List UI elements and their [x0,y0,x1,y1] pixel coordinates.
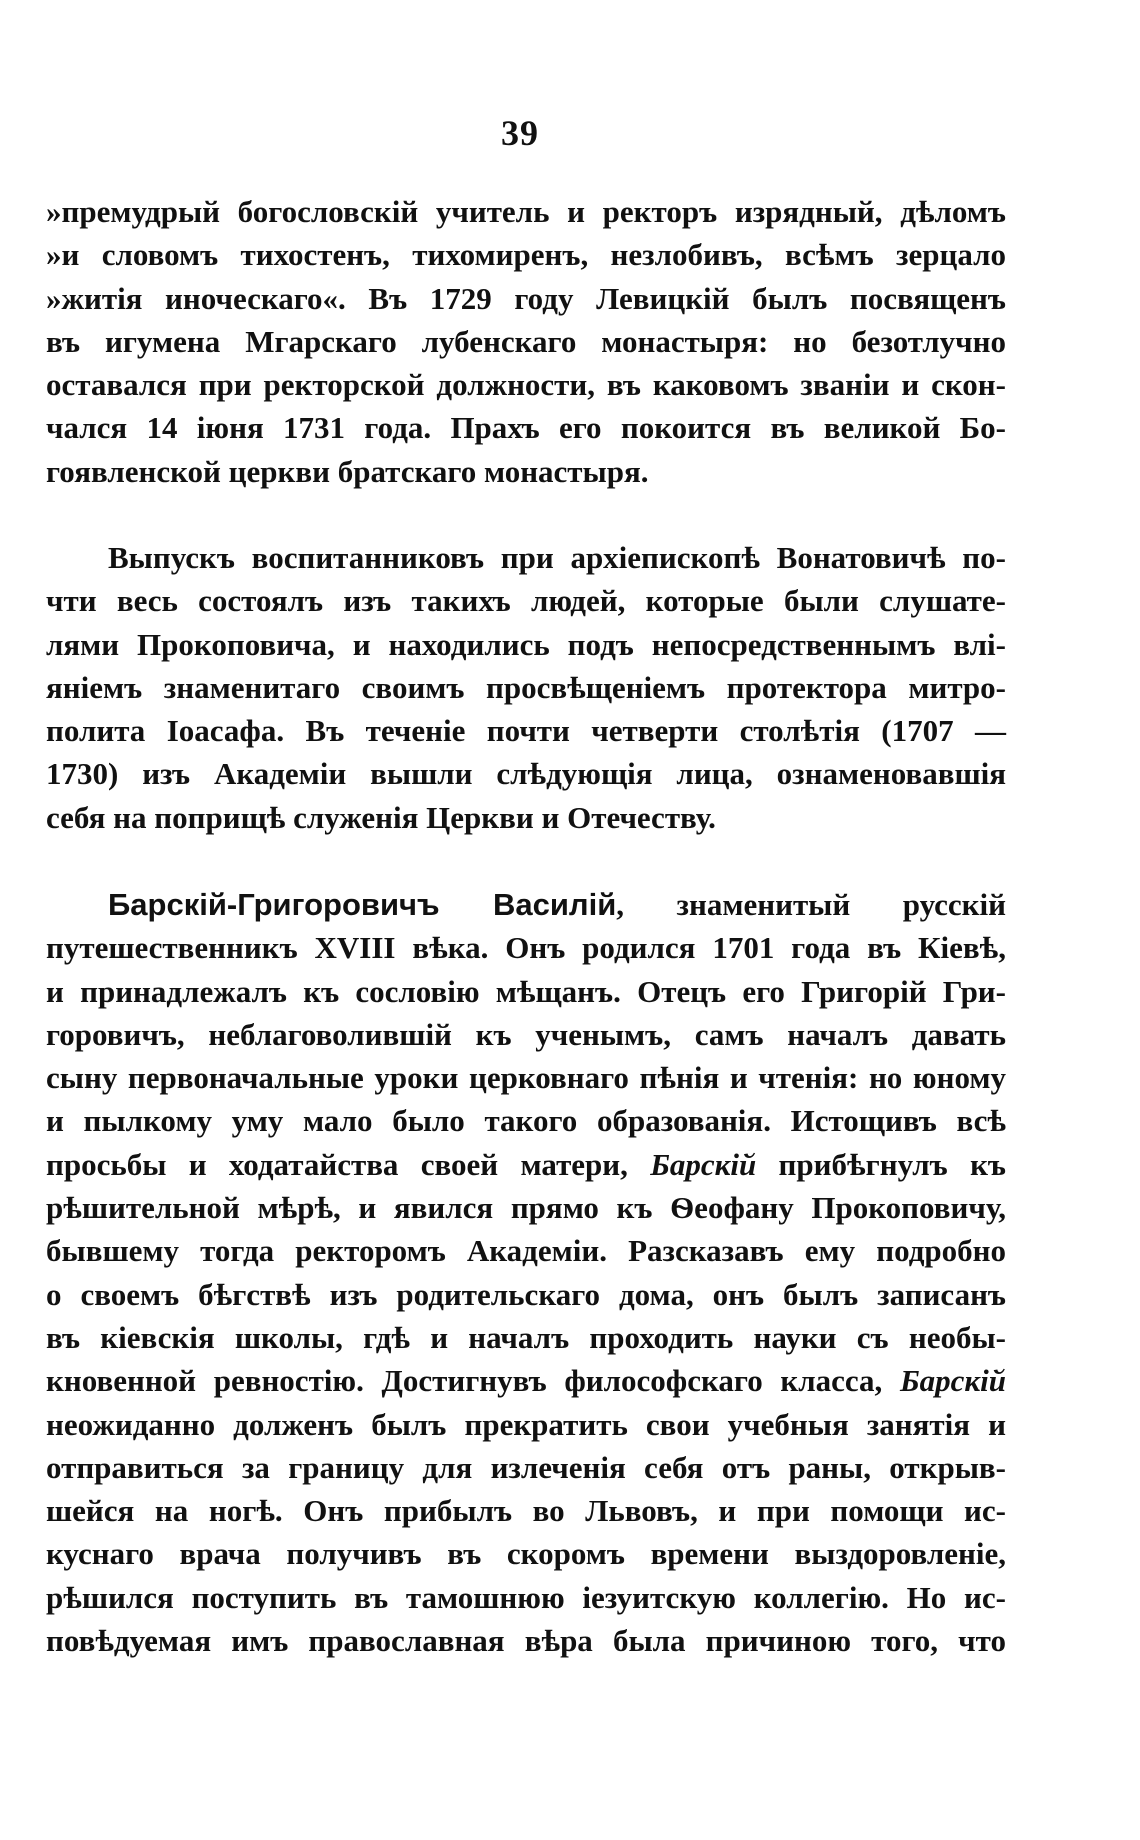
text-segment: прибѣгнулъ къ [756,1146,1006,1182]
text-line: оставался при ректорской должности, въ каковомъ званіи и скон- [46,367,1006,403]
text-line: шейся на ногѣ. Онъ прибылъ во Львовъ, и при помощи ис- [46,1493,1006,1529]
text-line: горовичъ, неблаговолившій къ ученымъ, самъ началъ давать [46,1016,1006,1052]
paragraph-3 [46,883,1006,1662]
text-line [46,1143,1006,1186]
text-line: »житія иноческаго«. Въ 1729 году Левицкій былъ посвященъ [46,280,1006,316]
text-line: гоявленской церкви братскаго монастыря. [46,453,649,489]
text-line: повѣдуемая имъ православная вѣра была причиною того, что [46,1623,1006,1659]
page-number: 39 [501,113,539,153]
text-line: о своемъ бѣгствѣ изъ родительскаго дома, онъ былъ записанъ [46,1276,1006,1312]
text-line: себя на поприщѣ служенія Церкви и Отечеству. [46,799,716,835]
italic-name: Барскій [650,1146,757,1182]
text-line: и принадлежалъ къ сословію мѣщанъ. Отецъ его Григорій Гри- [46,973,1006,1009]
text-line: въ кіевскія школы, гдѣ и началъ проходить науки съ необы- [46,1319,1006,1355]
text-line: рѣшительной мѣрѣ, и явился прямо къ Ѳеофану Прокоповичу, [46,1190,1006,1226]
paragraph-2 [46,536,1006,839]
text-segment: просьбы и ходатайства своей матери, [46,1146,651,1182]
text-segment: кновенной ревностію. Достигнувъ философскаго класса, [46,1363,900,1399]
text-line: полита Іоасафа. Въ теченіе почти четверти столѣтія (1707 — [46,713,1006,749]
text-line: отправиться за границу для излеченія себя отъ раны, открыв- [46,1449,1006,1485]
text-line: рѣшился поступить въ тамошнюю іезуитскую коллегію. Но ис- [46,1579,1006,1615]
text-line: »премудрый богословскій учитель и ректоръ изрядный, дѣломъ [46,194,1006,229]
text-line [46,883,1006,926]
text-line: чти весь состоялъ изъ такихъ людей, которые были слушате- [46,583,1006,619]
text-line [46,1359,1006,1402]
text-line: неожиданно долженъ былъ прекратить свои учебныя занятія и [46,1406,1006,1442]
text-segment: , знаменитый русскій [616,887,1006,922]
text-line: въ игумена Мгарскаго лубенскаго монастыря: но безотлучно [46,323,1006,359]
text-line: лями Прокоповича, и находились подъ непосредственнымъ влі- [46,626,1006,662]
text-line: 1730) изъ Академіи вышли слѣдующія лица, ознаменовавшія [46,756,1006,792]
italic-name: Барскій [899,1363,1006,1399]
text-line: бывшему тогда ректоромъ Академіи. Разсказавъ ему подробно [46,1233,1006,1269]
text-line: чался 14 іюня 1731 года. Прахъ его покоится въ великой Бо- [46,410,1006,446]
paragraph-1 [46,190,1006,493]
text-line: »и словомъ тихостенъ, тихомиренъ, незлобивъ, всѣмъ зерцало [46,237,1006,273]
text-line: куснаго врача получивъ въ скоромъ времени выздоровленіе, [46,1536,1006,1572]
text-line: и пылкому уму мало было такого образованія. Истощивъ всѣ [46,1103,1006,1139]
text-line: сыну первоначальные уроки церковнаго пѣнія и чтенія: но юному [46,1060,1006,1096]
text-line: путешественникъ XVIII вѣка. Онъ родился 1701 года въ Кіевѣ, [46,930,1006,966]
text-line: Выпускъ воспитанниковъ при архіепископѣ Вонатовичѣ по- [108,540,1006,575]
text-line: яніемъ знаменитаго своимъ просвѣщеніемъ протектора митро- [46,669,1006,705]
entry-name: Барскій-Григоровичъ Василій [108,887,617,922]
